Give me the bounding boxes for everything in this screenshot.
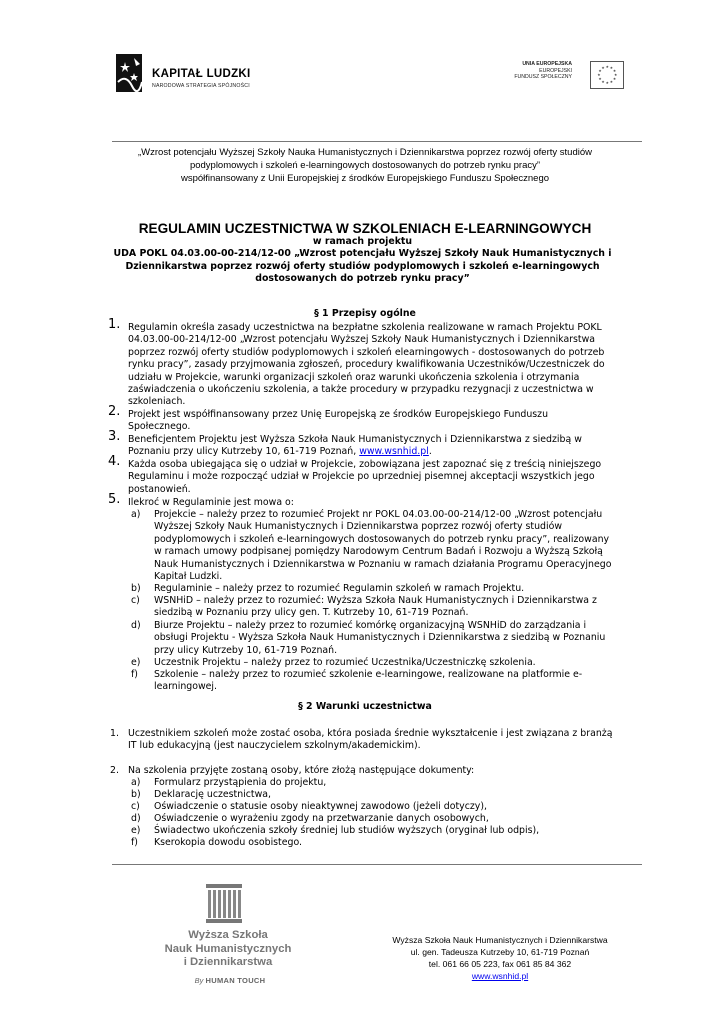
- document-subtitle: [80, 236, 645, 286]
- s1-item-4-line: Regulaminu i może rozpocząć udział w Projekcie po uprzedniej pisemnej akceptacji wszystkich jego: [128, 471, 595, 483]
- def-f: [154, 669, 642, 694]
- svg-text:★: ★: [613, 73, 618, 78]
- s2-item-1-line: Uczestnikiem szkoleń może zostać osoba, która posiada średnie wykształcenie i jest związana z branżą: [128, 728, 613, 739]
- s2-item-1-number: 1.: [110, 728, 119, 739]
- s1-item-2-number: 2.: [108, 404, 121, 419]
- doc-d: Oświadczenie o wyrażeniu zgody na przetwarzanie danych osobowych,: [154, 813, 489, 824]
- kapital-ludzki-logo: [112, 52, 272, 100]
- def-c-line: siedzibą w Poznaniu przy ulicy gen. T. Kutrzeby 10, 61-719 Poznań.: [154, 607, 469, 619]
- svg-text:★: ★: [612, 69, 617, 74]
- doc-b-letter: b): [131, 789, 141, 800]
- svg-text:★: ★: [598, 77, 602, 82]
- s2-item-2-line: Na szkolenia przyjęte zostaną osoby, które złożą następujące dokumenty:: [128, 765, 475, 776]
- def-a-line: Projekcie – należy przez to rozumieć Projekt nr POKL 04.03.00-00-214/12-00 „Wzrost potencjału: [154, 509, 603, 520]
- doc-d-letter: d): [131, 813, 141, 824]
- s1-item-3: [128, 434, 642, 459]
- def-b: [154, 583, 642, 595]
- doc-f-letter: f): [131, 837, 138, 848]
- s1-item-1-number: 1.: [108, 317, 121, 332]
- s1-item-5-line: Ilekroć w Regulaminie jest mowa o:: [128, 497, 294, 508]
- wsnhid-logo-text: [158, 929, 298, 970]
- subtitle-line-4: dostosowanych do potrzeb rynku pracy”: [255, 273, 470, 285]
- doc-c-letter: c): [131, 801, 140, 812]
- s1-item-5: [128, 497, 642, 509]
- s1-item-3-number: 3.: [108, 429, 121, 444]
- wsnhid-logo-line3: i Dziennikarstwa: [183, 956, 273, 969]
- human-touch-tagline: [180, 976, 280, 985]
- s1-item-1-line: rynku pracy”, zasady przyjmowania zgłoszeń, procedury kwalifikowania Uczestników/Uczestniczek do: [128, 359, 605, 371]
- doc-b: Deklarację uczestnictwa,: [154, 789, 271, 800]
- svg-text:★: ★: [609, 79, 614, 84]
- s1-item-1-line: poprzez rozwój oferty studiów podyplomowych i szkoleń elearningowych - dostosowanych do potrzeb: [128, 346, 605, 358]
- s1-item-1-line: 04.03.00-00-214/12-00 „Wzrost potencjału Wyższej Szkoły Nauk Humanistycznych i Dziennikarstwa: [128, 334, 596, 346]
- project-line-2: podyplomowych i szkoleń e-learningowych dostosowanych do potrzeb rynku pracy”: [189, 160, 541, 171]
- s1-item-1-line: udziału w Projekcie, warunki organizacji szkoleń oraz warunki ukończenia szkolenia i otrzymania: [128, 371, 580, 383]
- tagline-by: By: [194, 976, 204, 985]
- def-e-letter: e): [131, 657, 141, 668]
- def-d-line: Biurze Projektu – należy przez to rozumieć komórkę organizacyjną WSNHiD do zarządzania i: [154, 620, 587, 631]
- kapital-ludzki-title: KAPITAŁ LUDZKI: [152, 68, 251, 80]
- svg-text:★: ★: [598, 69, 602, 74]
- footer-address: [370, 934, 630, 982]
- def-a: [154, 509, 642, 583]
- s1-item-3-last-line: [128, 446, 642, 458]
- s2-item-2-number: 2.: [110, 765, 119, 776]
- project-statement: [100, 146, 630, 185]
- def-e-line: Uczestnik Projektu – należy przez to rozumieć Uczestnika/Uczestniczkę szkolenia.: [154, 657, 536, 668]
- svg-text:★: ★: [605, 65, 609, 70]
- s1-item-3-line: Beneficjentem Projektu jest Wyższa Szkoła Nauk Humanistycznych i Dziennikarstwa z siedzibą w: [128, 434, 582, 445]
- doc-c: Oświadczenie o statusie osoby nieaktywnej zawodowo (jeżeli dotyczy),: [154, 801, 487, 812]
- doc-f: Kserokopia dowodu osobistego.: [154, 837, 302, 848]
- svg-text:★: ★: [601, 79, 605, 84]
- tagline-brand: HUMAN TOUCH: [205, 976, 266, 985]
- svg-text:★: ★: [609, 66, 614, 71]
- section-2-heading: § 2 Warunki uczestnictwa: [298, 701, 432, 712]
- doc-a-letter: a): [131, 777, 141, 788]
- svg-text:★: ★: [612, 77, 617, 82]
- wsnhid-logo: [158, 884, 298, 1014]
- footer-website-link[interactable]: www.wsnhid.pl: [471, 971, 529, 982]
- def-a-line: Wyższej Szkoły Nauk Humanistycznych i Dziennikarstwa poprzez rozwój oferty studiów: [154, 521, 562, 533]
- s1-item-1-line: Regulamin określa zasady uczestnictwa na bezpłatne szkolenia realizowane w ramach Projektu POKL: [128, 322, 602, 333]
- def-c-line: WSNHiD – należy przez to rozumieć: Wyższa Szkoła Nauk Humanistycznych i Dziennikarstwa z: [154, 595, 597, 606]
- s1-item-4-line: Każda osoba ubiegająca się o udział w Projekcie, zobowiązana jest zapoznać się z treścią niniejszego: [128, 459, 602, 470]
- def-a-line: w ramach umowy podpisanej pomiędzy Narodowym Centrum Badań i Rozwoju a Wyższą Szkołą: [154, 546, 603, 558]
- def-f-line: learningowej.: [154, 681, 218, 693]
- svg-text:★: ★: [597, 73, 601, 78]
- s1-item-2: [128, 409, 642, 434]
- s1-item-3-address: Poznaniu przy ulicy Kutrzeby 10, 61-719 Poznań,: [128, 446, 360, 458]
- columns-building-icon: [204, 884, 244, 924]
- s1-item-4: [128, 459, 642, 496]
- s2-item-1: [128, 728, 642, 753]
- doc-e-letter: e): [131, 825, 141, 836]
- def-c-letter: c): [131, 595, 140, 606]
- def-d: [154, 620, 642, 657]
- def-d-letter: d): [131, 620, 141, 631]
- svg-text:★: ★: [601, 66, 605, 71]
- s1-item-5-number: 5.: [108, 492, 121, 507]
- website-link[interactable]: www.wsnhid.pl: [359, 446, 429, 458]
- eu-logo-line2: EUROPEJSKI: [539, 67, 572, 74]
- kapital-ludzki-subtitle: NARODOWA STRATEGIA SPÓJNOŚCI: [152, 83, 250, 89]
- def-b-letter: b): [131, 583, 141, 594]
- subtitle-line-2: UDA POKL 04.03.00-00-214/12-00 „Wzrost potencjału Wyższej Szkoły Nauk Humanistycznych i: [113, 248, 612, 260]
- def-c: [154, 595, 642, 620]
- s2-item-2: [128, 765, 642, 777]
- eu-logo-text: [514, 61, 572, 81]
- s1-item-1-line: szkoleniach.: [128, 396, 186, 408]
- project-line-1: „Wzrost potencjału Wyższej Szkoły Nauka Humanistycznych i Dziennikarstwa poprzez rozwój oferty studiów: [138, 147, 592, 158]
- kapital-ludzki-emblem-icon: [112, 52, 148, 96]
- def-b-line: Regulaminie – należy przez to rozumieć Regulamin szkoleń w ramach Projektu.: [154, 583, 525, 594]
- svg-text:★: ★: [605, 81, 609, 86]
- def-a-line: podyplomowych i szkoleń e-learningowych dostosowanych do potrzeb rynku pracy”, realizowany: [154, 533, 610, 545]
- def-d-line: przy ulicy Kutrzeby 10, 61-719 Poznań.: [154, 644, 338, 656]
- s1-item-3-period: .: [428, 446, 432, 458]
- header-divider: [112, 141, 642, 142]
- s1-item-2-line: Projekt jest współfinansowany przez Unię Europejską ze środków Europejskiego Funduszu: [128, 409, 549, 420]
- section-1-heading: § 1 Przepisy ogólne: [314, 308, 416, 319]
- def-e: [154, 657, 642, 669]
- def-a-line: Nauk Humanistycznych i Dziennikarstwa w Poznaniu w ramach działania Programu Operacyjnego: [154, 558, 612, 570]
- def-a-line: Kapitał Ludzki.: [154, 571, 223, 583]
- s1-item-1-line: zaświadczenia o ukończeniu szkolenia, a także procedury w przypadku rezygnacji z uczestnictwa w: [128, 384, 594, 396]
- doc-e: Świadectwo ukończenia szkoły średniej lub studiów wyższych (oryginał lub odpis),: [154, 825, 540, 836]
- def-f-letter: f): [131, 669, 138, 680]
- eu-logo-line3: FUNDUSZ SPOŁECZNY: [514, 74, 572, 81]
- s1-item-4-number: 4.: [108, 454, 121, 469]
- document-title: REGULAMIN UCZESTNICTWA W SZKOLENIACH E-LEARNINGOWYCH: [138, 221, 592, 236]
- s1-item-2-line: Społecznego.: [128, 421, 191, 433]
- eu-flag-icon: [590, 61, 624, 89]
- eu-logo: [512, 61, 624, 93]
- subtitle-line-1: w ramach projektu: [312, 236, 413, 247]
- wsnhid-logo-line2: Nauk Humanistycznych: [164, 942, 292, 955]
- def-a-letter: a): [131, 509, 141, 520]
- eu-logo-line1: UNIA EUROPEJSKA: [522, 61, 572, 67]
- s1-item-4-line: postanowień.: [128, 483, 191, 495]
- s2-item-1-line: IT lub edukacyjną (jest nauczycielem szkolnym/akademickim).: [128, 740, 421, 752]
- project-line-3: współfinansowany z Unii Europejskiej z środków Europejskiego Funduszu Społecznego: [180, 173, 550, 184]
- footer-divider: [112, 864, 642, 865]
- footer-address-line3: tel. 061 66 05 223, fax 061 85 84 362: [428, 959, 572, 970]
- def-d-line: obsługi Projektu - Wyższa Szkoła Nauk Humanistycznych i Dziennikarstwa z siedzibą w Poznaniu: [154, 632, 606, 644]
- def-f-line: Szkolenie – należy przez to rozumieć szkolenie e-learningowe, realizowane na platformie e-: [154, 669, 583, 680]
- wsnhid-logo-line1: Wyższa Szkoła: [188, 929, 268, 941]
- footer-address-line1: Wyższa Szkoła Nauk Humanistycznych i Dziennikarstwa: [392, 935, 608, 945]
- doc-a: Formularz przystąpienia do projektu,: [154, 777, 327, 788]
- footer-address-line2: ul. gen. Tadeusza Kutrzeby 10, 61-719 Poznań: [410, 947, 590, 958]
- s1-item-1: [128, 322, 642, 409]
- subtitle-line-3: Dziennikarstwa poprzez rozwój oferty studiów podyplomowych i szkoleń e-learningowych: [125, 260, 600, 272]
